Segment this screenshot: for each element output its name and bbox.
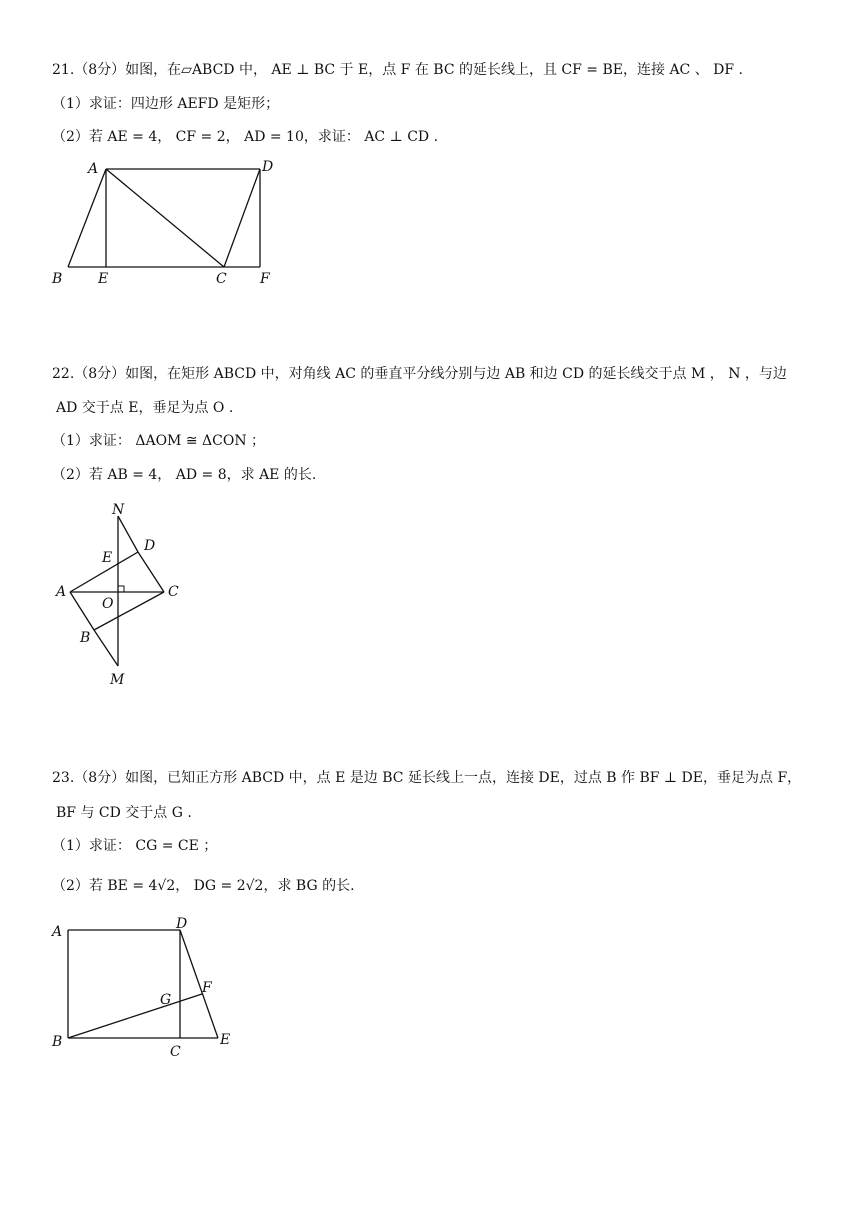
q23-label-a: A [52, 924, 63, 940]
q21-label-b: B [52, 271, 63, 287]
q22-label-c: C [168, 584, 179, 600]
q23-figure [48, 916, 248, 1066]
q21-part2: （2）若 AE = 4， CF = 2， AD = 10，求证： AC ⊥ CD . [52, 129, 439, 145]
q22-label-e: E [102, 550, 113, 566]
q21-label-e: E [98, 271, 109, 287]
q23-label-c: C [170, 1044, 181, 1060]
q23-label-b: B [52, 1034, 63, 1050]
q23-stem-line1: 23.（8分）如图，已知正方形 ABCD 中，点 E 是边 BC 延长线上一点，连接 DE，过点 B 作 BF ⊥ DE，垂足为点 F， [52, 770, 802, 786]
q22-label-b: B [80, 630, 91, 646]
q21-figure [48, 155, 288, 295]
q21-label-a: A [88, 161, 99, 177]
q23-label-d: D [176, 916, 188, 932]
q22-part1: （1）求证： ΔAOM ≅ ΔCON ； [52, 433, 266, 449]
q22-label-n: N [112, 502, 125, 518]
q22-figure [48, 496, 198, 696]
q22-label-a: A [56, 584, 67, 600]
q22-label-m: M [110, 672, 125, 688]
q21-part1: （1）求证：四边形 AEFD 是矩形； [52, 96, 280, 112]
q21-label-c: C [216, 271, 227, 287]
q22-stem-line1: 22.（8分）如图，在矩形 ABCD 中，对角线 AC 的垂直平分线分别与边 AB 和边 CD 的延长线交于点 M ， N ，与边 [52, 366, 787, 382]
q23-label-f: F [202, 980, 212, 996]
q23-label-e: E [220, 1032, 231, 1048]
q21-label-d: D [262, 159, 274, 175]
q23-stem-line2: BF 与 CD 交于点 G . [56, 805, 192, 821]
q22-part2: （2）若 AB = 4， AD = 8，求 AE 的长. [52, 467, 317, 483]
q22-label-d: D [144, 538, 156, 554]
q23-part2: （2）若 BE = 4√2， DG = 2√2，求 BG 的长. [52, 878, 355, 894]
q23-part1: （1）求证： CG = CE ； [52, 838, 218, 854]
q21-stem: 21.（8分）如图，在▱ABCD 中， AE ⊥ BC 于 E，点 F 在 BC 的延长线上，且 CF = BE，连接 AC 、 DF . [52, 62, 744, 78]
q22-stem-line2: AD 交于点 E，垂足为点 O . [56, 400, 234, 416]
q21-label-f: F [260, 271, 270, 287]
q23-label-g: G [160, 992, 172, 1008]
q22-label-o: O [102, 596, 114, 612]
